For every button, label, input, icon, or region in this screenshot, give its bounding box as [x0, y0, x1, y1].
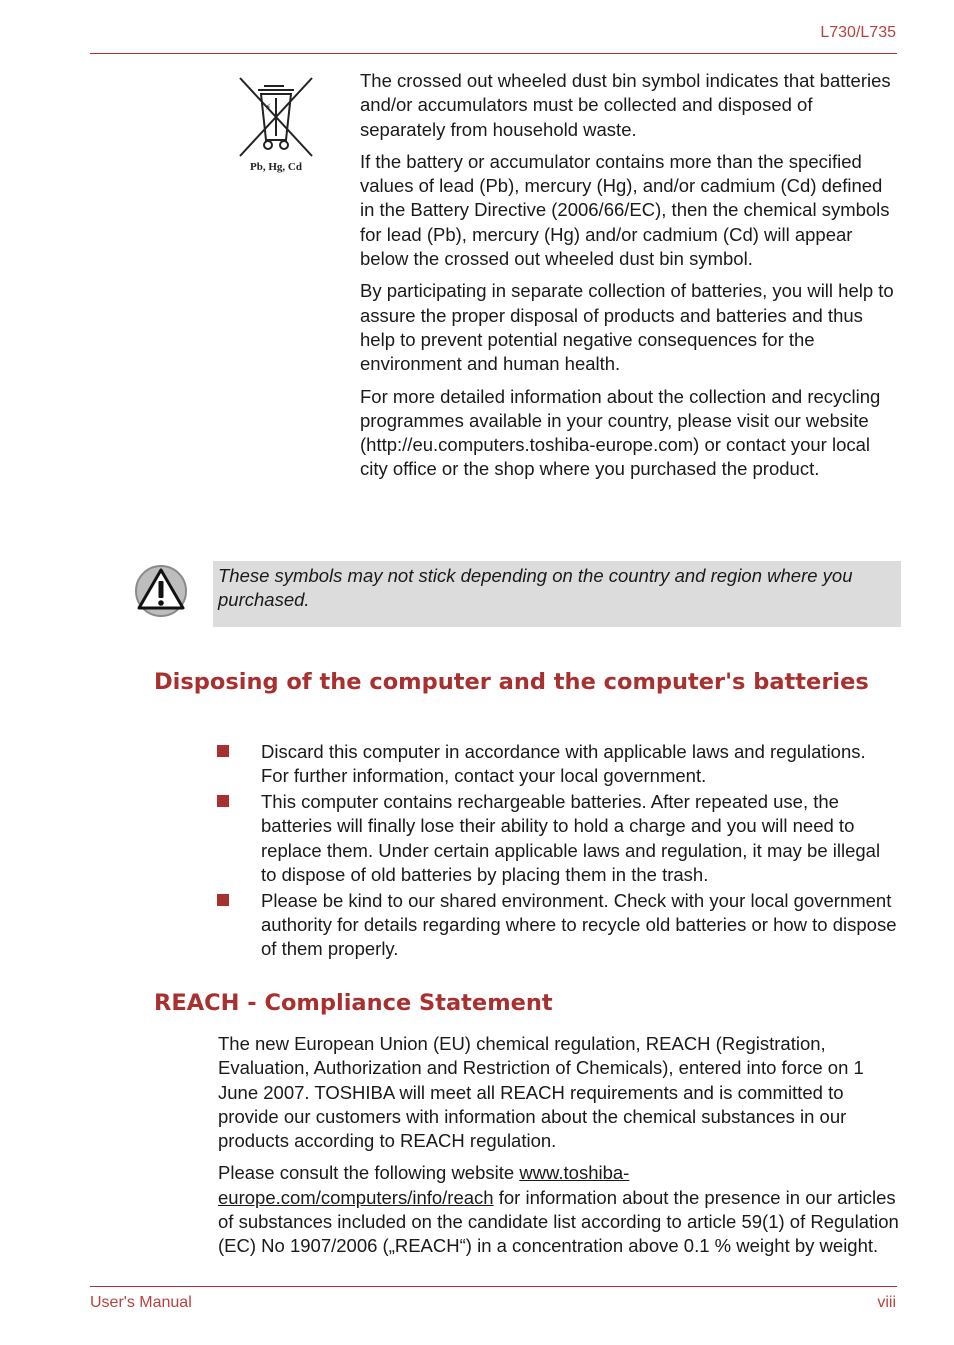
- list-item-text: This computer contains rechargeable batteries. After repeated use, the batteries will finally lose their ability to hold a charge and you will need to replace them. Under certain applicable laws and regulation, it may be illegal to dispose of old batteries by placing them in the trash.: [261, 791, 881, 885]
- note-box: [213, 561, 901, 627]
- weee-text: [360, 69, 900, 482]
- list-item-text: Discard this computer in accordance with applicable laws and regulations. For further information, contact your local government.: [261, 741, 866, 787]
- paragraph-text: Please consult the following website: [218, 1162, 520, 1184]
- list-item: [217, 790, 897, 887]
- paragraph: If the battery or accumulator contains more than the specified values of lead (Pb), mercury (Hg), and/or cadmium (Cd) defined in the Battery Directive (2006/66/EC), then the chemical symbols for lead (Pb), mercury (Hg) and/or cadmium (Cd) will appear below the crossed out wheeled dust bin symbol.: [360, 150, 890, 270]
- list-item: [217, 740, 897, 789]
- page-number: viii: [877, 1294, 896, 1311]
- header-rule: [90, 53, 897, 54]
- paragraph: The crossed out wheeled dust bin symbol indicates that batteries and/or accumulators must be collected and disposed of separately from household waste.: [360, 70, 891, 140]
- paragraph: For more detailed information about the collection and recycling programmes available in your country, please visit our website (http://eu.computers.toshiba-europe.com) or contact your local city office or the shop where you purchased the product.: [360, 385, 881, 480]
- section-heading-disposing: Disposing of the computer and the computer's batteries: [154, 669, 869, 695]
- disposing-list: [217, 740, 897, 963]
- list-item: [217, 889, 897, 962]
- page-header-model: L730/L735: [820, 24, 896, 41]
- crossed-wheeled-bin-icon: [238, 74, 314, 158]
- svg-text:⚡: ⚡: [265, 103, 272, 113]
- list-item-text: Please be kind to our shared environment. Check with your local government authority for details regarding where to recycle old batteries or how to dispose of them properly.: [261, 889, 897, 960]
- weee-figure: [230, 74, 322, 184]
- paragraph-text: for information about the presence in our articles of substances included on the candidate list according to article 59(1) of Regulation (EC) No 1907/2006 („REACH“) in a concentration above 0.1 % weight by weight.: [218, 1186, 899, 1257]
- bullet-square-icon: [217, 894, 229, 906]
- footer-manual-title: User's Manual: [90, 1294, 192, 1311]
- warning-icon: [134, 564, 188, 618]
- paragraph: By participating in separate collection of batteries, you will help to assure the proper disposal of products and batteries and thus help to prevent potential negative consequences for the environment and human health.: [360, 280, 894, 375]
- paragraph: [218, 1161, 900, 1258]
- weee-caption: Pb, Hg, Cd: [250, 161, 302, 173]
- section-heading-reach: REACH - Compliance Statement: [154, 990, 553, 1016]
- note-text: These symbols may not stick depending on the country and region where you purchased.: [218, 565, 853, 611]
- reach-info-link[interactable]: www.toshiba-europe.com/computers/info/reach: [218, 1162, 630, 1208]
- bullet-square-icon: [217, 795, 229, 807]
- footer-rule: [90, 1286, 897, 1287]
- bullet-square-icon: [217, 745, 229, 757]
- paragraph: The new European Union (EU) chemical regulation, REACH (Registration, Evaluation, Authorization and Restriction of Chemicals), entered into force on 1 June 2007. TOSHIBA will meet all REACH requirements and is committed to provide our customers with information about the chemical substances in our products according to REACH regulation.: [218, 1033, 864, 1152]
- reach-text: [218, 1032, 900, 1259]
